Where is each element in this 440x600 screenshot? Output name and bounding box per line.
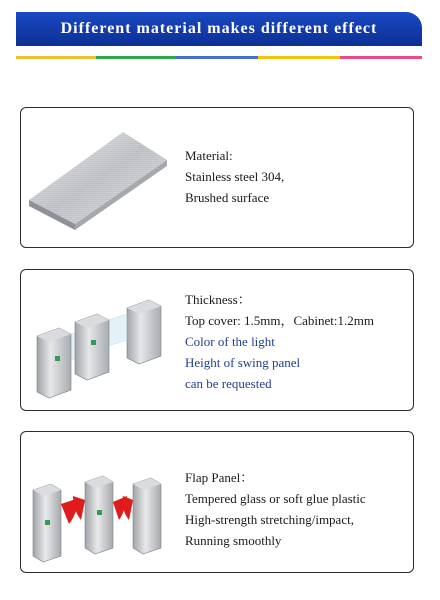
thickness-text <box>185 289 374 394</box>
flap-panel-running: Running smoothly <box>185 533 282 548</box>
stripe-yellow <box>16 56 96 59</box>
stripe-green <box>96 56 176 59</box>
request-note: can be requested <box>185 376 272 391</box>
thickness-label: Thickness： <box>185 292 251 307</box>
flap-turnstile-icon <box>27 440 173 564</box>
panel-height-note: Height of swing panel <box>185 355 301 370</box>
material-label: Material: <box>185 148 233 163</box>
thickness-card <box>20 269 414 411</box>
material-value: Stainless steel 304, <box>185 169 285 184</box>
header-banner <box>16 12 422 46</box>
flap-panel-card <box>20 431 414 573</box>
swing-turnstile-icon <box>27 278 173 402</box>
material-text <box>185 145 284 208</box>
material-surface: Brushed surface <box>185 190 270 205</box>
stripe-gold <box>258 56 340 59</box>
flap-panel-label: Flap Panel： <box>185 470 254 485</box>
thickness-value: Top cover: 1.5mm，Cabinet:1.2mm <box>185 313 375 328</box>
flap-panel-text <box>185 467 366 551</box>
flap-panel-material: Tempered glass or soft glue plastic <box>185 491 366 506</box>
material-card <box>20 107 414 248</box>
banner-title: Different material makes different effect <box>60 20 378 37</box>
stripe-pink <box>340 56 422 59</box>
color-stripe <box>16 56 422 59</box>
flap-panel-strength: High-strength stretching/impact, <box>185 512 354 527</box>
steel-plate-icon <box>27 116 173 240</box>
light-color-note: Color of the light <box>185 334 275 349</box>
stripe-blue <box>176 56 258 59</box>
